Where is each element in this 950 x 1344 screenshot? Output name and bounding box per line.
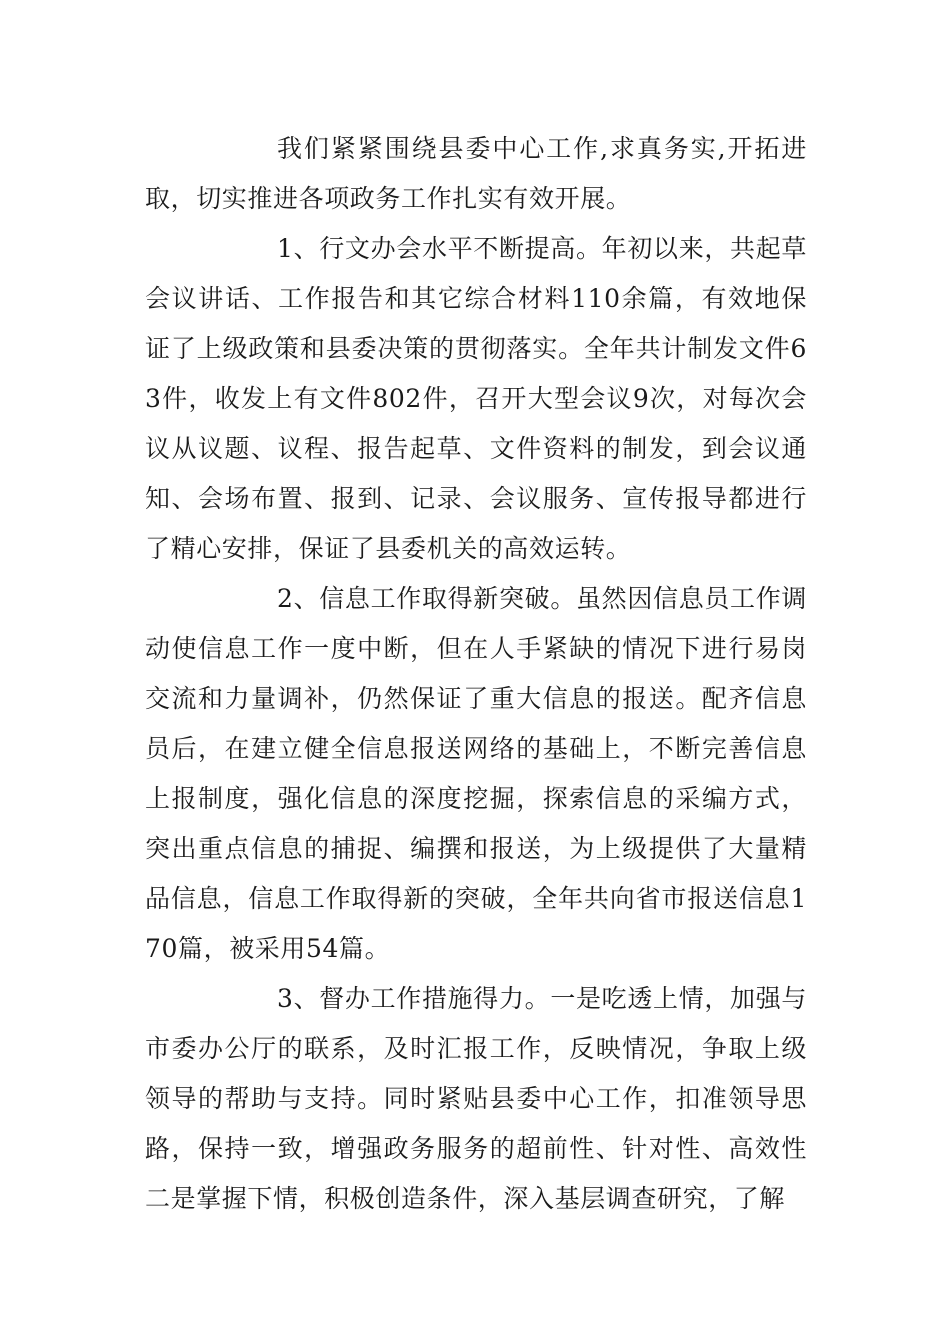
paragraph-document-handling: 1、行文办会水平不断提高。年初以来，共起草会议讲话、工作报告和其它综合材料110余篇，有效地保证了上级政策和县委决策的贯彻落实。全年共计制发文件63件，收发上有文件802件，召开大型会议9次，对每次会议从议题、议程、报告起草、文件资料的制发，到会议通知、会场布置、报到、记录、会议服务、宣传报导都进行了精心安排，保证了县委机关的高效运转。	[145, 234, 807, 563]
paragraph-information-work: 2、信息工作取得新突破。虽然因信息员工作调动使信息工作一度中断，但在人手紧缺的情况下进行易岗交流和力量调补，仍然保证了重大信息的报送。配齐信息员后，在建立健全信息报送网络的基础上，不断完善信息上报制度，强化信息的深度挖掘，探索信息的采编方式，突出重点信息的捕捉、编撰和报送，为上级提供了大量精品信息，信息工作取得新的突破，全年共向省市报送信息170篇，被采用54篇。	[145, 584, 807, 963]
document-body	[145, 124, 807, 1224]
paragraph-supervision-work: 3、督办工作措施得力。一是吃透上情，加强与市委办公厅的联系，及时汇报工作，反映情况，争取上级领导的帮助与支持。同时紧贴县委中心工作，扣准领导思路，保持一致，增强政务服务的超前性、针对性、高效性二是掌握下情，积极创造条件，深入基层调查研究，了解	[145, 984, 807, 1213]
paragraph-intro: 我们紧紧围绕县委中心工作,求真务实,开拓进取，切实推进各项政务工作扎实有效开展。	[145, 134, 807, 213]
